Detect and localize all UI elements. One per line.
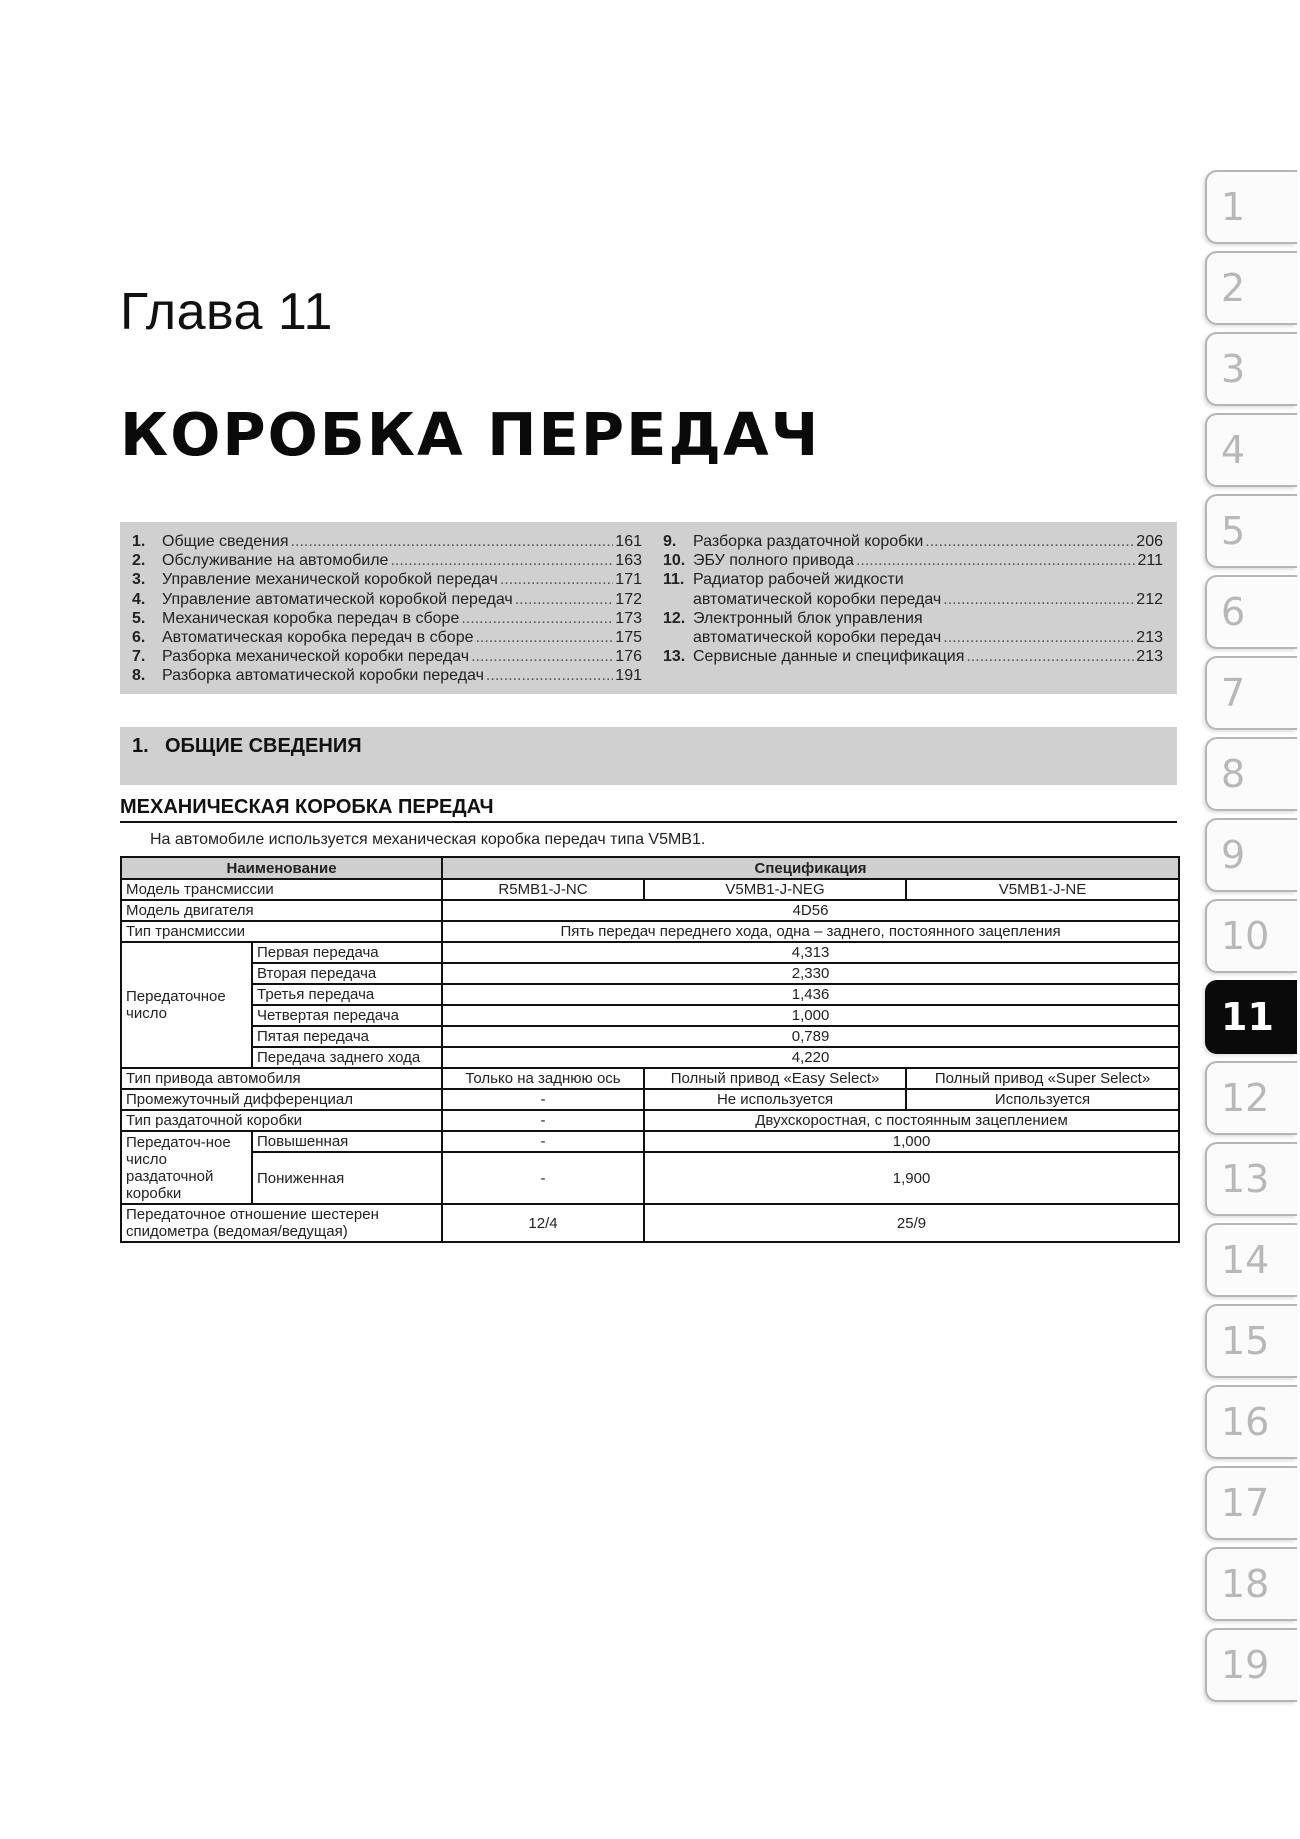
chapter-tab[interactable]: 5: [1205, 494, 1297, 568]
chapter-title: КОРОБКА ПЕРЕДАЧ: [120, 400, 821, 469]
toc-right-column: [663, 532, 1163, 666]
section-title: ОБЩИЕ СВЕДЕНИЯ: [165, 735, 362, 757]
table-row: Модель двигателя 4D56: [121, 900, 1179, 921]
chapter-tab[interactable]: 8: [1205, 737, 1297, 811]
table-row: Передаточ-ное число раздаточной коробки Повышенная - 1,000: [121, 1131, 1179, 1152]
chapter-tab[interactable]: 6: [1205, 575, 1297, 649]
header-name: Наименование: [121, 857, 442, 879]
intro-text: На автомобиле используется механическая коробка передач типа V5MB1.: [150, 831, 706, 848]
toc-item[interactable]: 13. Сервисные данные и спецификация ..... 213: [663, 647, 1163, 666]
table-row: Пятая передача 0,789: [121, 1026, 1179, 1047]
subsection-title: МЕХАНИЧЕСКАЯ КОРОБКА ПЕРЕДАЧ: [120, 796, 1177, 823]
chapter-tab[interactable]: 2: [1205, 251, 1297, 325]
chapter-tab-active[interactable]: 11: [1205, 980, 1297, 1054]
table-row: Тип трансмиссии Пять передач переднего хода, одна – заднего, постоянного зацепления: [121, 921, 1179, 942]
section-number: 1.: [132, 735, 149, 757]
chapter-tab[interactable]: 1: [1205, 170, 1297, 244]
toc-item[interactable]: 8. Разборка автоматической коробки передач ..... 191: [132, 666, 642, 685]
table-row: Передача заднего хода 4,220: [121, 1047, 1179, 1068]
toc-item[interactable]: 3. Управление механической коробкой передач ..... 171: [132, 570, 642, 589]
toc-item[interactable]: 9. Разборка раздаточной коробки ..... 206: [663, 532, 1163, 551]
chapter-tab[interactable]: 19: [1205, 1628, 1297, 1702]
toc-item[interactable]: 7. Разборка механической коробки передач ..... 176: [132, 647, 642, 666]
table-row: Передаточное число Первая передача 4,313: [121, 942, 1179, 963]
chapter-tab[interactable]: 12: [1205, 1061, 1297, 1135]
chapter-tab[interactable]: 14: [1205, 1223, 1297, 1297]
table-row: Пониженная - 1,900: [121, 1152, 1179, 1204]
toc-item[interactable]: 12. Электронный блок управления: [663, 609, 923, 627]
table-row: Третья передача 1,436: [121, 984, 1179, 1005]
chapter-tab[interactable]: 4: [1205, 413, 1297, 487]
toc-item[interactable]: 4. Управление автоматической коробкой передач ..... 172: [132, 590, 642, 609]
chapter-tab[interactable]: 10: [1205, 899, 1297, 973]
header-spec: Спецификация: [442, 857, 1179, 879]
table-row: Тип привода автомобиля Только на заднюю ось Полный привод «Easy Select» Полный привод «Super Select»: [121, 1068, 1179, 1089]
table-row: Вторая передача 2,330: [121, 963, 1179, 984]
toc-item[interactable]: 10. ЭБУ полного привода ..... 211: [663, 551, 1163, 570]
chapter-tab[interactable]: 17: [1205, 1466, 1297, 1540]
chapter-tab[interactable]: 16: [1205, 1385, 1297, 1459]
chapter-tab[interactable]: 3: [1205, 332, 1297, 406]
toc-item[interactable]: 1. Общие сведения ..... 161: [132, 532, 642, 551]
chapter-label: Глава 11: [120, 283, 333, 341]
table-row: Передаточное отношение шестерен спидометра (ведомая/ведущая) 12/4 25/9: [121, 1204, 1179, 1242]
table-row: Тип раздаточной коробки - Двухскоростная, с постоянным зацеплением: [121, 1110, 1179, 1131]
table-of-contents: [120, 522, 1177, 694]
table-row: Модель трансмиссии R5MB1-J-NC V5MB1-J-NEG V5MB1-J-NE: [121, 879, 1179, 900]
table-row: Четвертая передача 1,000: [121, 1005, 1179, 1026]
toc-item-continued[interactable]: автоматической коробки передач ..... 213: [663, 628, 1163, 647]
chapter-tab[interactable]: 7: [1205, 656, 1297, 730]
table-header-row: [121, 857, 1179, 879]
toc-item[interactable]: 2. Обслуживание на автомобиле ..... 163: [132, 551, 642, 570]
table-row: Промежуточный дифференциал - Не используется Используется: [121, 1089, 1179, 1110]
toc-item[interactable]: 6. Автоматическая коробка передач в сборе ..... 175: [132, 628, 642, 647]
toc-item[interactable]: 5. Механическая коробка передач в сборе ..... 173: [132, 609, 642, 628]
section-heading-bar: [120, 727, 1177, 785]
chapter-tab[interactable]: 13: [1205, 1142, 1297, 1216]
toc-item-continued[interactable]: автоматической коробки передач ..... 212: [663, 590, 1163, 609]
spec-table: [120, 856, 1180, 1243]
chapter-tab[interactable]: 9: [1205, 818, 1297, 892]
chapter-tab[interactable]: 18: [1205, 1547, 1297, 1621]
chapter-tab[interactable]: 15: [1205, 1304, 1297, 1378]
toc-item[interactable]: 11. Радиатор рабочей жидкости: [663, 571, 904, 589]
toc-left-column: [132, 532, 642, 686]
